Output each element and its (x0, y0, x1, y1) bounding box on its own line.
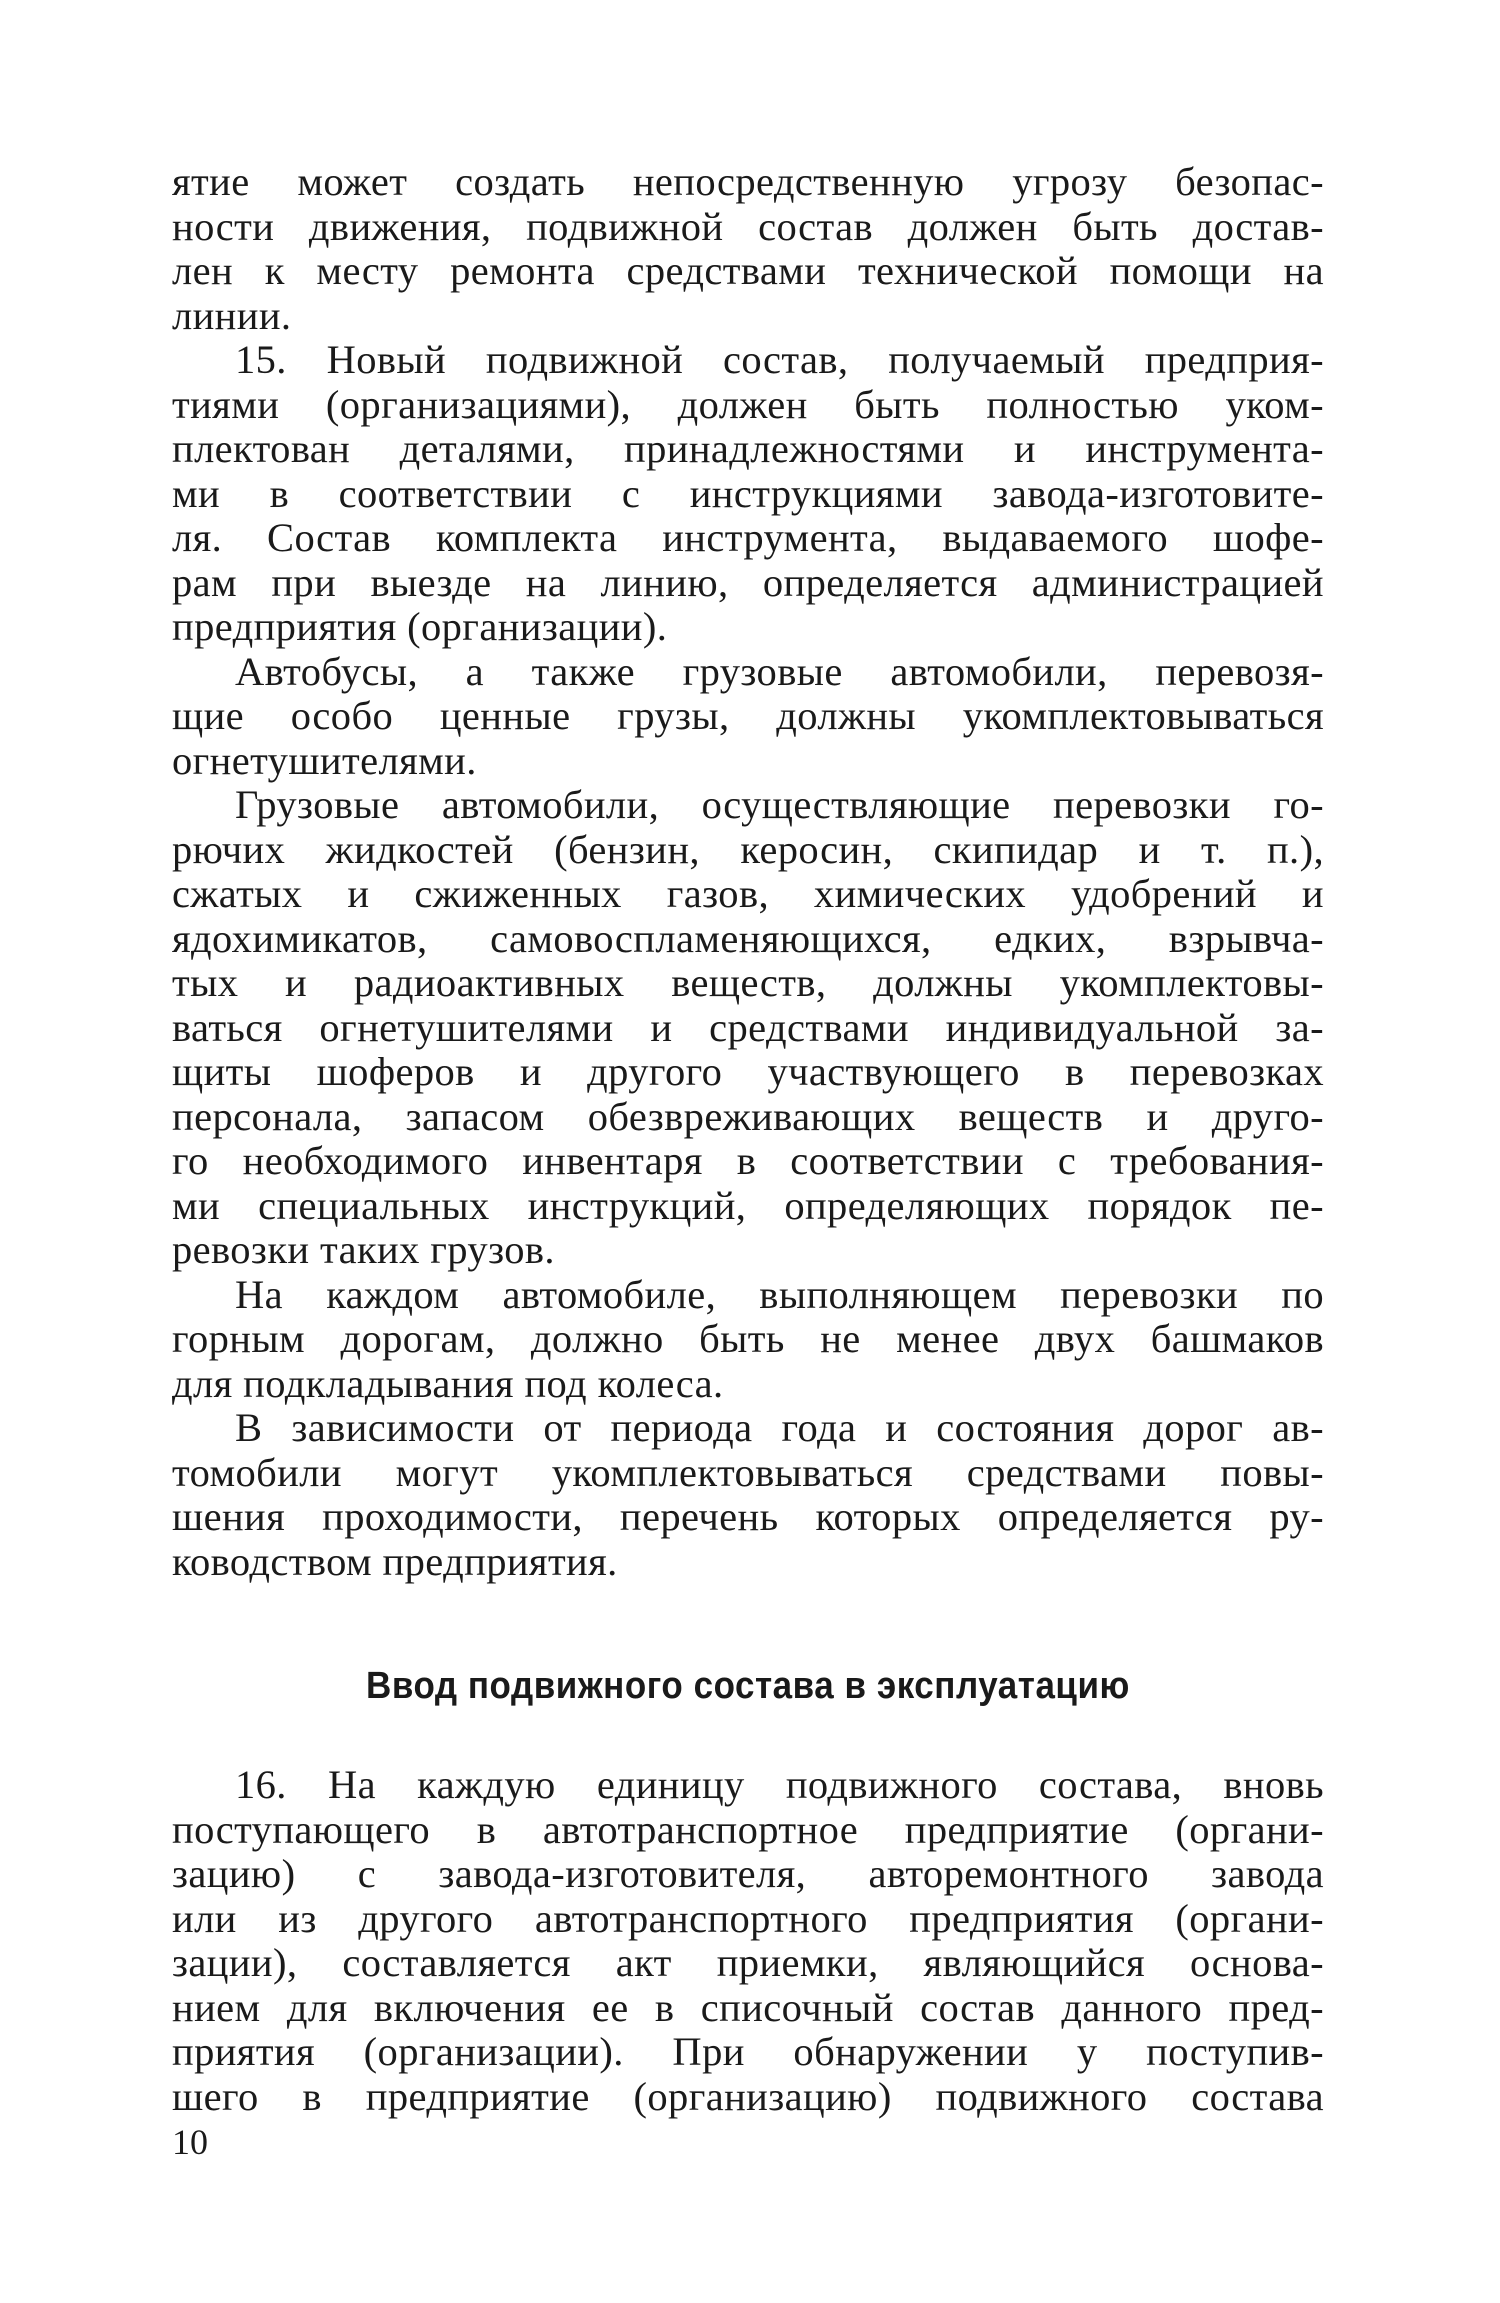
text-line: ревозки таких грузов. (172, 1227, 555, 1272)
text-line: ля. Состав комплекта инструмента, выдаваемого шофе- (172, 515, 1324, 560)
paragraph-hazardous-cargo (172, 783, 1324, 1273)
text-line: ми в соответствии с инструкциями завода-изготовите- (172, 470, 1324, 516)
text-line: го необходимого инвентаря в соответствии с требования- (172, 1138, 1324, 1183)
text-line: зации), составляется акт приемки, являющийся основа- (172, 1940, 1324, 1985)
text-line: В зависимости от периода года и состояния дорог ав- (235, 1405, 1324, 1450)
text-line: горным дорогам, должно быть не менее двух башмаков (172, 1316, 1324, 1361)
text-line: огнетушителями. (172, 737, 477, 783)
paragraph-season-equipment (172, 1406, 1324, 1584)
text-line: предприятия (организации). (172, 604, 668, 649)
text-line: шения проходимости, перечень которых определяется ру- (172, 1494, 1324, 1539)
text-line: 16. На каждую единицу подвижного состава, вновь (235, 1762, 1324, 1807)
page-number: 10 (172, 2122, 208, 2162)
document-page (172, 160, 1324, 2119)
paragraph-item-15 (172, 338, 1324, 650)
text-line: приятия (организации). При обнаружении у поступив- (172, 2029, 1324, 2074)
text-line: тых и радиоактивных веществ, должны укомплектовы- (172, 960, 1324, 1005)
text-line: тиями (организациями), должен быть полностью уком- (172, 381, 1324, 427)
text-line: ководством предприятия. (172, 1538, 618, 1584)
text-line: рам при выезде на линию, определяется администрацией (172, 559, 1324, 605)
text-line: ядохимикатов, самовоспламеняющихся, едких, взрывча- (172, 915, 1324, 961)
text-line: ности движения, подвижной состав должен быть достав- (172, 203, 1324, 249)
text-line: шего в предприятие (организацию) подвижного состава (172, 2073, 1324, 2119)
text-line: зацию) с завода-изготовителя, авторемонтного завода (172, 1851, 1324, 1896)
paragraph-item-16 (172, 1763, 1324, 2119)
text-line: поступающего в автотранспортное предприятие (органи- (172, 1806, 1324, 1852)
text-line: щиты шоферов и другого участвующего в перевозках (172, 1049, 1324, 1094)
text-line: 15. Новый подвижной состав, получаемый предприя- (235, 337, 1324, 382)
text-line: рючих жидкостей (бензин, керосин, скипидар и т. п.), (172, 826, 1324, 872)
text-line: ятие может создать непосредственную угрозу безопас- (172, 159, 1324, 204)
text-line: Автобусы, а также грузовые автомобили, перевозя- (235, 648, 1324, 694)
text-line: На каждом автомобиле, выполняющем перевозки по (235, 1271, 1324, 1317)
text-line: лен к месту ремонта средствами технической помощи на (172, 248, 1324, 293)
text-line: томобили могут укомплектовываться средствами повы- (172, 1449, 1324, 1495)
text-line: линии. (172, 292, 292, 338)
text-line: персонала, запасом обезвреживающих веществ и друго- (172, 1093, 1324, 1139)
text-line: или из другого автотранспортного предприятия (органи- (172, 1895, 1324, 1941)
text-line: нием для включения ее в списочный состав данного пред- (172, 1984, 1324, 2030)
text-line: сжатых и сжиженных газов, химических удобрений и (172, 871, 1324, 916)
section-heading: Ввод подвижного состава в эксплуатацию (366, 1665, 1130, 1707)
paragraph-buses (172, 650, 1324, 784)
text-line: плектован деталями, принадлежностями и инструмента- (172, 426, 1324, 471)
text-line: ваться огнетушителями и средствами индивидуальной за- (172, 1004, 1324, 1050)
paragraph-continuation (172, 160, 1324, 338)
text-line: Грузовые автомобили, осуществляющие перевозки го- (235, 782, 1324, 827)
paragraph-mountain-roads (172, 1273, 1324, 1407)
text-line: для подкладывания под колеса. (172, 1360, 724, 1406)
text-line: ми специальных инструкций, определяющих порядок пе- (172, 1182, 1324, 1228)
text-line: щие особо ценные грузы, должны укомплектовываться (172, 693, 1324, 738)
